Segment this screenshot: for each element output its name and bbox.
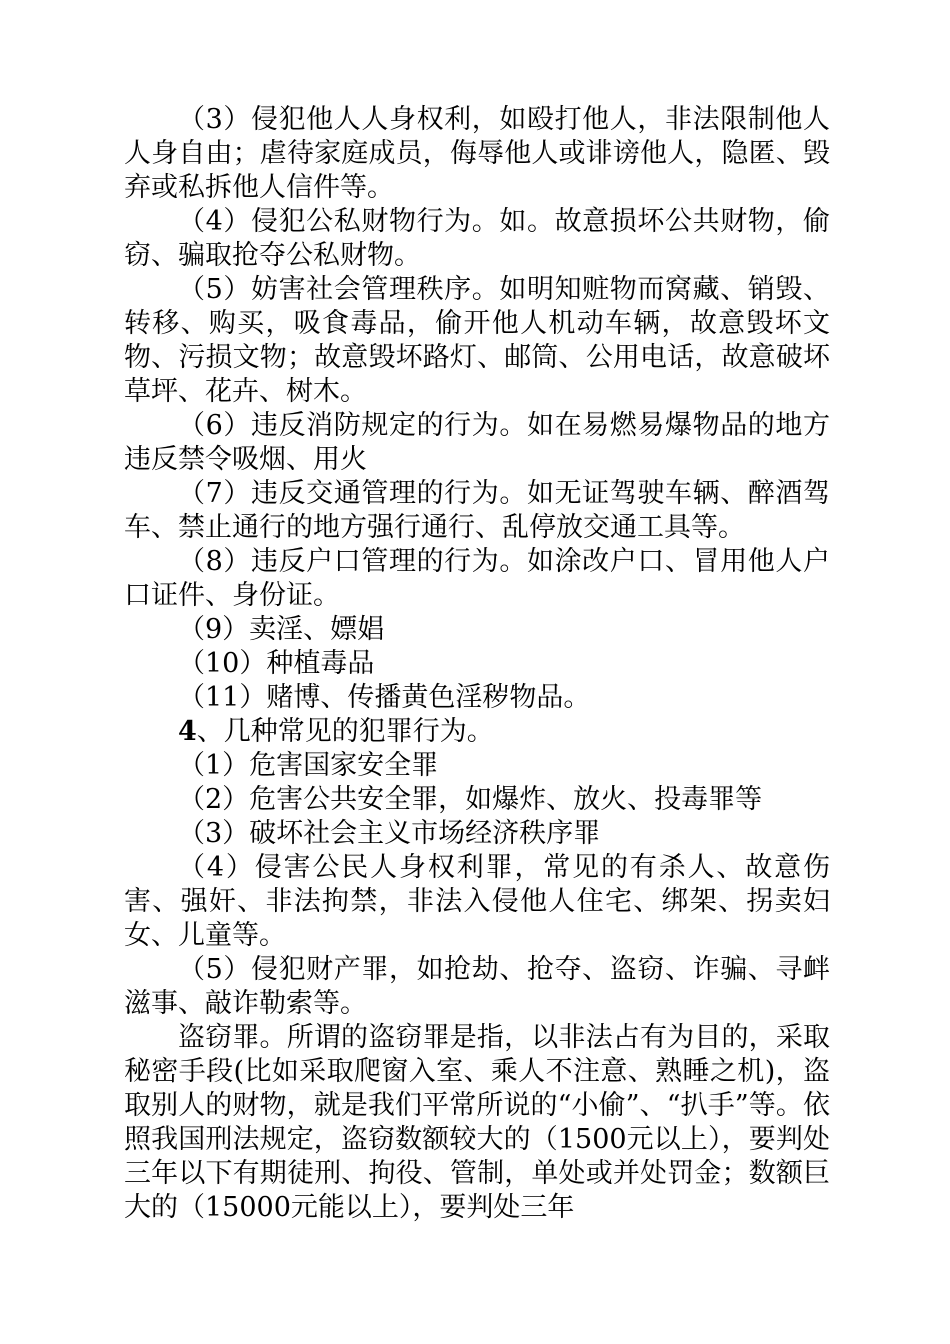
paragraph-item-5: （5）妨害社会管理秩序。如明知赃物而窝藏、销毁、转移、购买，吸食毒品，偷开他人机动车辆，故意毁坏文物、污损文物；故意毁坏路灯、邮筒、公用电话，故意破坏草坪、花卉、树木。 (124, 274, 830, 407)
crime-item-5: （5）侵犯财产罪，如抢劫、抢夺、盗窃、诈骗、寻衅滋事、敲诈勒索等。 (124, 954, 830, 1019)
paragraph-item-6: （6）违反消防规定的行为。如在易燃易爆物品的地方违反禁令吸烟、用火 (124, 410, 830, 475)
crime-item-3: （3）破坏社会主义市场经济秩序罪 (178, 818, 601, 849)
paragraph-item-3: （3）侵犯他人人身权利，如殴打他人，非法限制他人人身自由；虐待家庭成员，侮辱他人或诽谤他人，隐匿、毁弃或私拆他人信件等。 (124, 104, 830, 203)
paragraph-item-9: （9）卖淫、嫖娼 (178, 614, 385, 645)
paragraph-item-8: （8）违反户口管理的行为。如涂改户口、冒用他人户口证件、身份证。 (124, 546, 830, 611)
paragraph-item-4: （4）侵犯公私财物行为。如。故意损坏公共财物，偷窃、骗取抢夺公私财物。 (124, 206, 830, 271)
section-number: 4 (178, 716, 197, 747)
paragraph-item-10: （10）种植毒品 (178, 648, 375, 679)
theft-paragraph: 盗窃罪。所谓的盗窃罪是指，以非法占有为目的，采取秘密手段(比如采取爬窗入室、乘人不注意、熟睡之机)，盗取别人的财物，就是我们平常所说的“小偷”、“扒手”等。依照我国刑法规定，盗窃数额较大的（1500元以上），要判处三年以下有期徒刑、拘役、管制，单处或并处罚金；数额巨大的（15000元能以上），要判处三年 (124, 1022, 830, 1223)
crime-item-2: （2）危害公共安全罪，如爆炸、放火、投毒罪等 (178, 784, 763, 815)
section-heading (124, 715, 830, 749)
crime-item-4: （4）侵害公民人身权利罪，常见的有杀人、故意伤害、强奸、非法拘禁，非法入侵他人住宅、绑架、拐卖妇女、儿童等。 (124, 852, 830, 951)
section-title: 、几种常见的犯罪行为。 (196, 716, 494, 747)
document-body (124, 103, 830, 1225)
crime-item-1: （1）危害国家安全罪 (178, 750, 439, 781)
paragraph-item-11: （11）赌博、传播黄色淫秽物品。 (178, 682, 591, 713)
paragraph-item-7: （7）违反交通管理的行为。如无证驾驶车辆、醉酒驾车、禁止通行的地方强行通行、乱停放交通工具等。 (124, 478, 830, 543)
